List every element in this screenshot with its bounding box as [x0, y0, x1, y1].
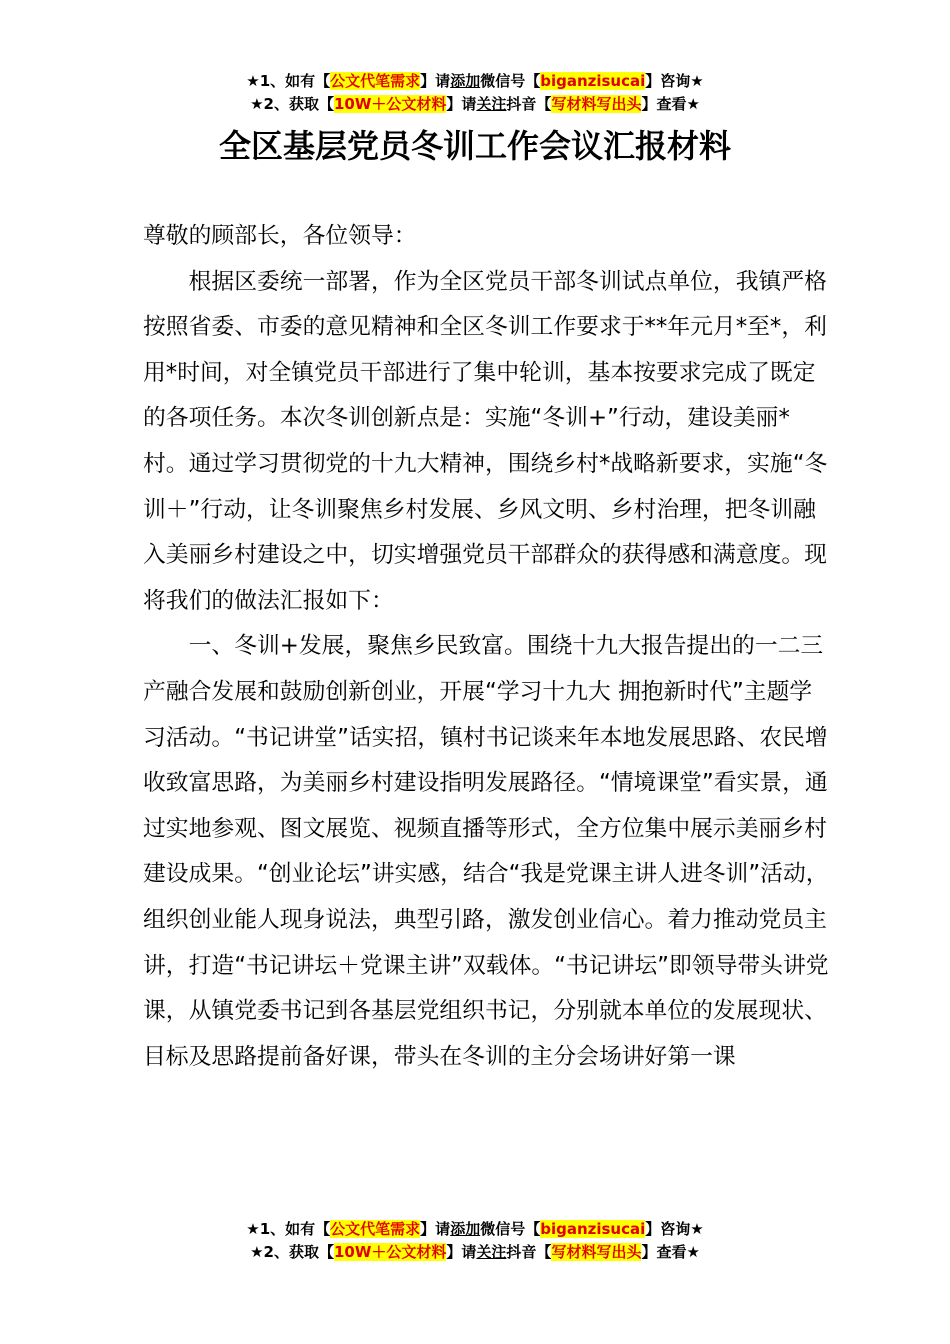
- promo-text: ★2、获取【: [250, 95, 334, 113]
- promo-text: ★2、获取【: [250, 1243, 334, 1261]
- promo-underline: 添加: [450, 1220, 481, 1238]
- promo-text: 】请: [446, 95, 477, 113]
- promo-text: 】请: [446, 1243, 477, 1261]
- salutation: 尊敬的顾部长，各位领导：: [143, 223, 417, 249]
- promo-text: 】咨询★: [645, 1220, 704, 1238]
- promo-highlight: 10W＋公文材料: [333, 1243, 447, 1261]
- promo-highlight: 公文代笔需求: [330, 72, 421, 90]
- promo-text: ★1、如有【: [246, 72, 331, 90]
- document-title: 全区基层党员冬训工作会议汇报材料: [218, 127, 731, 165]
- footer-promo-line-1: [0, 1218, 950, 1240]
- promo-text: 】请: [420, 1220, 451, 1238]
- promo-underline: 关注: [476, 95, 507, 113]
- promo-highlight: biganzisucai: [540, 1220, 646, 1238]
- promo-highlight: 写材料写出头: [551, 1243, 642, 1261]
- promo-highlight: 写材料写出头: [551, 95, 642, 113]
- promo-text: 微信号【: [480, 1220, 541, 1238]
- promo-highlight: 10W＋公文材料: [333, 95, 447, 113]
- promo-underline: 添加: [450, 72, 481, 90]
- promo-text: 抖音【: [506, 1243, 552, 1261]
- promo-text: 】请: [420, 72, 451, 90]
- promo-text: 微信号【: [480, 72, 541, 90]
- promo-text: ★1、如有【: [246, 1220, 331, 1238]
- promo-text: 抖音【: [506, 95, 552, 113]
- paragraph: 一、冬训+发展，聚焦乡民致富。围绕十九大报告提出的一二三产融合发展和鼓励创新创业，开展“学习十九大 拥抱新时代”主题学习活动。“书记讲堂”话实招，镇村书记谈来年本地发展思路、农民增收致富思路，为美丽乡村建设指明发展路径。“情境课堂”看实景，通过实地参观、图文展览、视频直播等形式，全方位集中展示美丽乡村建设成果。“创业论坛”讲实感，结合“我是党课主讲人进冬训”活动，组织创业能人现身说法，典型引路，激发创业信心。着力推动党员主讲，打造“书记讲坛＋党课主讲”双载体。“书记讲坛”即领导带头讲党课，从镇党委书记到各基层党组织书记，分别就本单位的发展现状、目标及思路提前备好课，带头在冬训的主分会场讲好第一课: [143, 633, 829, 1070]
- promo-text: 】咨询★: [645, 72, 704, 90]
- document-body: [143, 214, 833, 1080]
- promo-underline: 关注: [476, 1243, 507, 1261]
- header-promo-line-2: [0, 93, 950, 115]
- promo-text: 】查看★: [641, 1243, 700, 1261]
- header-promo-line-1: [0, 70, 950, 92]
- promo-highlight: 公文代笔需求: [330, 1220, 421, 1238]
- paragraph: 根据区委统一部署，作为全区党员干部冬训试点单位，我镇严格按照省委、市委的意见精神和全区冬训工作要求于**年元月*至*，利用*时间，对全镇党员干部进行了集中轮训，基本按要求完成了既定的各项任务。本次冬训创新点是：实施“冬训+”行动，建设美丽*村。通过学习贯彻党的十九大精神，围绕乡村*战略新要求，实施“冬训＋”行动，让冬训聚焦乡村发展、乡风文明、乡村治理，把冬训融入美丽乡村建设之中，切实增强党员干部群众的获得感和满意度。现将我们的做法汇报如下：: [143, 268, 828, 614]
- footer-promo-line-2: [0, 1241, 950, 1263]
- promo-highlight: biganzisucai: [540, 72, 646, 90]
- promo-text: 】查看★: [641, 95, 700, 113]
